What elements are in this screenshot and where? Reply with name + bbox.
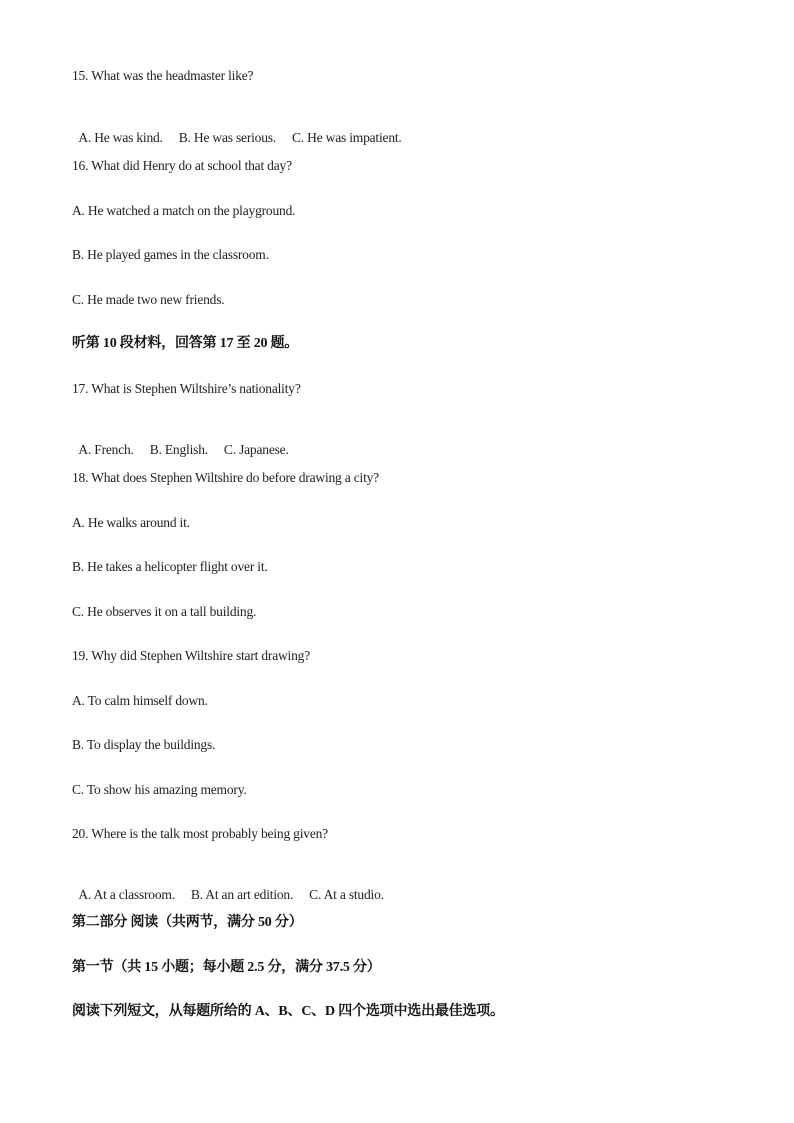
q18-option-b: B. He takes a helicopter flight over it. <box>72 559 268 574</box>
q18-question: 18. What does Stephen Wiltshire do before drawing a city? <box>72 470 379 485</box>
section10-instruction: 听第 10 段材料，回答第 17 至 20 题。 <box>72 336 299 351</box>
q17-option-c: C. Japanese. <box>223 442 289 457</box>
q16-question: 16. What did Henry do at school that day? <box>72 158 292 173</box>
q15-option-c: C. He was impatient. <box>292 130 402 145</box>
q15-option-a: A. He was kind. <box>78 130 163 145</box>
q20-option-a: A. At a classroom. <box>78 887 175 902</box>
q16-option-a: A. He watched a match on the playground. <box>72 203 296 218</box>
q19-option-c: C. To show his amazing memory. <box>72 782 247 797</box>
q20-question: 20. Where is the talk most probably being given? <box>72 826 328 841</box>
q17-options <box>72 426 289 458</box>
q17-option-a: A. French. <box>78 442 134 457</box>
part2-heading: 第二部分 阅读（共两节，满分 50 分） <box>72 915 303 930</box>
section1-heading: 第一节（共 15 小题；每小题 2.5 分，满分 37.5 分） <box>72 960 381 975</box>
q18-option-c: C. He observes it on a tall building. <box>72 604 257 619</box>
reading-instruction: 阅读下列短文，从每题所给的 A、B、C、D 四个选项中选出最佳选项。 <box>72 1004 504 1019</box>
q19-option-a: A. To calm himself down. <box>72 693 208 708</box>
q20-options <box>72 871 384 903</box>
q16-option-b: B. He played games in the classroom. <box>72 247 269 262</box>
q17-question: 17. What is Stephen Wiltshire’s nationality? <box>72 381 301 396</box>
q15-options <box>72 114 402 146</box>
q19-option-b: B. To display the buildings. <box>72 737 216 752</box>
q16-option-c: C. He made two new friends. <box>72 292 225 307</box>
q15-option-b: B. He was serious. <box>178 130 276 145</box>
q19-question: 19. Why did Stephen Wiltshire start drawing? <box>72 648 310 663</box>
q15-question: 15. What was the headmaster like? <box>72 68 254 83</box>
q17-option-b: B. English. <box>149 442 208 457</box>
q20-option-b: B. At an art edition. <box>190 887 294 902</box>
q18-option-a: A. He walks around it. <box>72 515 190 530</box>
q20-option-c: C. At a studio. <box>309 887 384 902</box>
